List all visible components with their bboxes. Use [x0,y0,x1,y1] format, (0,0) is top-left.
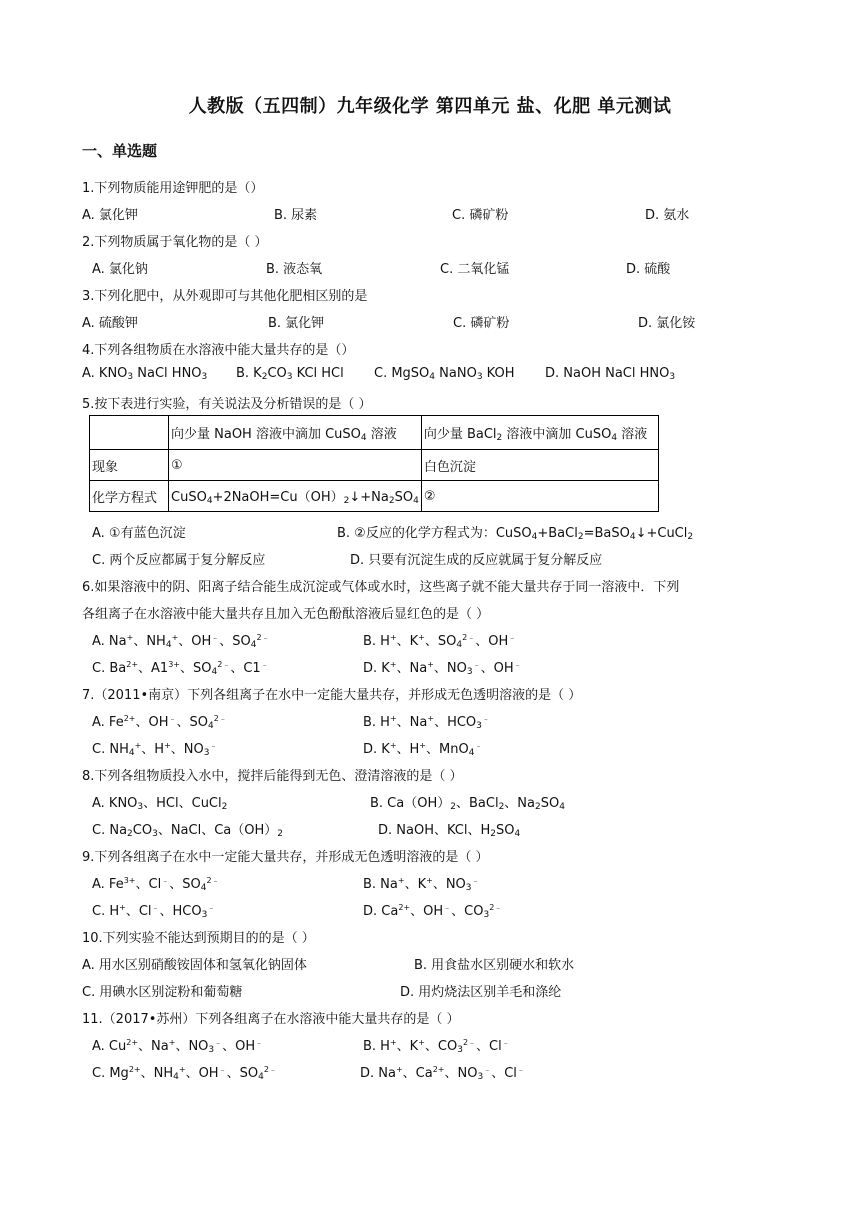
table-cell-empty [90,416,169,450]
subscript: 4 [360,432,367,443]
subscript: 2 [490,829,496,839]
q1-option-a: A. 氯化钾 [82,208,138,223]
section-heading: 一、单选题 [82,142,158,160]
formula-text: 、HCl、CuCl [143,796,222,811]
formula-text: SO [540,796,560,811]
superscript: + [389,1038,397,1047]
superscript: + [126,633,134,642]
formula-text: B. ②反应的化学方程式为：CuSO [337,526,532,541]
formula-text: 、H [396,742,420,757]
formula-text: 、SO [176,715,209,730]
table-cell-blank-1: ① [169,450,422,481]
superscript: 2﹣ [263,1065,277,1074]
formula-text: 、SO [180,661,212,676]
formula-text: 、K [404,877,427,892]
superscript: ﹣ [474,741,483,750]
question-6-stem-line2: 各组离子在水溶液中能大量共存且加入无色酚酞溶液后显红色的是（ ） [82,607,490,622]
formula-text: 、K [396,634,419,649]
formula-text: 、BaCl [455,796,499,811]
formula-text: D. NaOH、KCl、H [378,823,491,838]
formula-text: 、CO [424,1039,458,1054]
subscript: 3 [201,372,208,382]
q2-option-a: A. 氯化钠 [92,262,148,277]
superscript: + [427,660,434,669]
q3-option-c: C. 磷矿粉 [453,316,510,331]
subscript: 4 [531,532,538,542]
formula-text: 、OH [222,1039,256,1054]
subscript: 4 [514,829,521,839]
formula-text: ↓+CuCl [635,526,688,541]
q10-option-c: C. 用碘水区别淀粉和葡萄糖 [82,985,243,1000]
subscript: 2 [343,496,350,506]
q10-option-d: D. 用灼烧法区别羊毛和涤纶 [400,985,562,1000]
subscript: 4 [456,640,463,650]
superscript: ﹣ [214,1038,223,1047]
superscript: ﹣ [218,1065,227,1074]
formula-text: 、HCO [434,715,477,730]
superscript: 2﹣ [489,903,503,912]
q11-option-c [92,1062,277,1082]
formula-text: 、OH [480,661,514,676]
formula-text: 、OH [475,634,509,649]
superscript: + [395,1065,403,1074]
formula-text: 、NO [433,661,467,676]
subscript: 2 [535,802,541,812]
superscript: 2+ [128,1065,141,1074]
formula-text: C. H [92,904,120,919]
formula-text: A. KNO [92,796,138,811]
formula-text: 、Cl [476,1039,502,1054]
question-7-stem: 7.（2011•南京）下列各组离子在水中一定能大量共存，并形成无色透明溶液的是（ ） [82,688,582,703]
formula-text: 、NO [444,1066,478,1081]
formula-text: A. KNO [82,366,128,381]
q3-option-d: D. 氯化铵 [638,316,696,331]
subscript: 4 [200,883,207,893]
question-5-stem: 5.按下表进行实验，有关说法及分析错误的是（ ） [82,397,372,412]
subscript: 2 [450,802,456,812]
subscript: 4 [165,640,172,650]
question-8-stem: 8.下列各组物质投入水中，搅拌后能得到无色、澄清溶液的是（ ） [82,769,463,784]
formula-text: D. K [363,742,390,757]
formula-text: 、NaCl、Ca（OH） [157,823,278,838]
formula-text: 、NO [432,877,466,892]
cell-text: 向少量 BaCl [423,426,497,442]
subscript: 2 [221,802,228,812]
formula-text: CO [132,823,153,838]
q6-option-a [92,630,270,650]
formula-text: C. Na [92,823,128,838]
q10-option-b: B. 用食盐水区别硬水和软水 [414,958,575,973]
formula-text: C. NH [92,742,129,757]
q3-option-a: A. 硫酸钾 [82,316,138,331]
question-10-stem: 10.下列实验不能达到预期目的的是（ ） [82,931,315,946]
superscript: ﹣ [483,1065,492,1074]
q7-option-a [92,711,227,731]
superscript: ﹣ [472,660,481,669]
q8-option-a [92,792,227,812]
superscript: + [178,1065,186,1074]
q5-option-c: C. 两个反应都属于复分解反应 [92,553,266,568]
superscript: ﹣ [260,660,269,669]
formula-text: 、K [396,1039,419,1054]
superscript: ﹣ [443,903,452,912]
formula-text: 、NO [175,1039,209,1054]
question-6-stem-line1: 6.如果溶液中的阴、阳离子结合能生成沉淀或气体或水时，这些离子就不能大量共存于同一溶液中．下列 [82,580,680,595]
q2-option-b: B. 液态氧 [266,262,323,277]
formula-text: B. Na [363,877,398,892]
subscript: 2 [577,532,584,542]
formula-text: =BaSO [583,526,630,541]
subscript: 3 [201,910,208,920]
subscript: 3 [476,372,483,382]
superscript: ﹣ [513,660,522,669]
superscript: ﹣ [151,903,160,912]
formula-text: NaNO [435,366,477,381]
superscript: + [418,633,425,642]
formula-text: D. Ca [363,904,399,919]
formula-text: 、Na [138,1039,169,1054]
superscript: + [134,741,142,750]
superscript: + [389,741,397,750]
superscript: + [389,633,397,642]
superscript: 2﹣ [206,876,220,885]
subscript: 3 [208,1045,215,1055]
subscript: 3 [669,372,676,382]
q5-option-b [337,522,693,542]
formula-text: 、CO [451,904,484,919]
superscript: ﹣ [508,633,517,642]
subscript: 4 [206,496,213,506]
table-row-label-phenomenon: 现象 [90,450,169,481]
superscript: 2﹣ [462,633,476,642]
formula-text: A. Cu [92,1039,127,1054]
superscript: ﹣ [471,876,480,885]
q6-option-b [363,630,516,650]
superscript: 2+ [432,1065,445,1074]
formula-text: 、C1 [230,661,261,676]
subscript: 2 [498,802,505,812]
q7-option-b [363,711,490,731]
cell-text: 溶液 [366,426,397,442]
formula-text: 、Cl [135,877,162,892]
superscript: + [426,876,433,885]
cell-text: SO [394,490,414,505]
superscript: + [419,741,426,750]
formula-text: 、Na [504,796,535,811]
table-cell-white-precipitate: 白色沉淀 [421,450,658,481]
formula-text: NaCl HNO [133,366,202,381]
cell-text: 溶液 [617,426,648,442]
formula-text: 、OH [410,904,444,919]
q4-option-d [545,366,675,382]
subscript: 4 [250,640,257,650]
subscript: 4 [468,748,475,758]
cell-text: CuSO [171,490,207,505]
superscript: + [164,741,171,750]
formula-text: 、Cl [125,904,152,919]
formula-text: 、SO [169,877,201,892]
q9-option-a [92,873,220,893]
subscript: 3 [477,1072,484,1082]
formula-text: 、OH [135,715,169,730]
q1-option-c: C. 磷矿粉 [452,208,509,223]
subscript: 3 [476,721,482,731]
formula-text: KOH [482,366,515,381]
superscript: ﹣ [209,741,218,750]
formula-text: B. H [363,715,390,730]
superscript: 2+ [126,1038,139,1047]
subscript: 4 [429,372,436,382]
formula-text: D. Na [360,1066,396,1081]
q6-option-d [363,657,522,677]
formula-text: 、SO [219,634,251,649]
formula-text: 、NO [170,742,204,757]
superscript: + [119,903,126,912]
formula-text: C. Ba [92,661,127,676]
superscript: ﹣ [168,714,177,723]
question-3-stem: 3.下列化肥中，从外观即可与其他化肥相区别的是 [82,289,368,304]
subscript: 2 [388,496,395,506]
q8-option-d [378,819,520,839]
formula-text: 、MnO [426,742,469,757]
subscript: 4 [128,748,135,758]
cell-text: ↓+Na [349,490,389,505]
q3-option-b: B. 氯化钾 [268,316,325,331]
experiment-table [89,415,659,512]
subscript: 3 [465,883,472,893]
q5-option-d: D. 只要有沉淀生成的反应就属于复分解反应 [350,553,603,568]
formula-text: 、Na [396,715,428,730]
formula-text: 、Ca [402,1066,433,1081]
formula-text: 、SO [424,634,457,649]
table-header-bacl2 [421,416,658,450]
superscript: 3+ [168,660,180,669]
q9-option-c [92,900,215,920]
q9-option-d [363,900,502,920]
formula-text: 、SO [226,1066,259,1081]
q8-option-c [92,819,283,839]
cell-text: +2NaOH=Cu（OH） [212,490,344,505]
formula-text: SO [496,823,515,838]
subscript: 2 [127,829,133,839]
q11-option-b [363,1035,510,1055]
q11-option-a [92,1035,263,1055]
formula-text: 、Cl [491,1066,517,1081]
formula-text: C. Mg [92,1066,129,1081]
q8-option-b [370,792,565,812]
formula-text: 、OH [178,634,212,649]
q7-option-c [92,738,217,758]
q6-option-c [92,657,269,677]
q11-option-d [360,1062,525,1082]
question-1-stem: 1.下列物质能用途钾肥的是（） [82,181,264,196]
superscript: ﹣ [207,903,216,912]
superscript: 3+ [123,876,136,885]
subscript: 2 [261,372,268,382]
formula-text: KCl HCl [292,366,344,381]
superscript: ﹣ [161,876,170,885]
q10-option-a: A. 用水区别硝酸铵固体和氢氧化钠固体 [82,958,307,973]
formula-text: A. Fe [92,877,124,892]
subscript: 4 [173,1072,179,1082]
formula-text: 、A1 [138,661,169,676]
formula-text: 、H [141,742,165,757]
q1-option-b: B. 尿素 [274,208,318,223]
superscript: + [427,714,435,723]
formula-text: 、NH [133,634,166,649]
question-11-stem: 11.（2017•苏州）下列各组离子在水溶液中能大量共存的是（ ） [82,1012,460,1027]
q4-option-c [374,366,515,382]
superscript: + [389,714,397,723]
subscript: 3 [203,748,210,758]
subscript: 3 [466,667,473,677]
superscript: 2﹣ [213,714,227,723]
q5-option-a: A. ①有蓝色沉淀 [92,526,186,541]
q2-option-c: C. 二氧化锰 [440,262,510,277]
subscript: 3 [152,829,158,839]
superscript: ﹣ [501,1038,510,1047]
formula-text: B. H [363,634,390,649]
formula-text: 、NH [140,1066,174,1081]
subscript: 3 [286,372,293,382]
table-header-naoh [169,416,422,450]
subscript: 4 [258,1072,264,1082]
formula-text: B. K [236,366,262,381]
subscript: 3 [137,802,144,812]
superscript: + [168,1038,176,1047]
q4-option-b [236,366,344,382]
subscript: 3 [457,1045,463,1055]
superscript: + [389,660,397,669]
superscript: 2﹣ [462,1038,477,1047]
page-title: 人教版（五四制）九年级化学 第四单元 盐、化肥 单元测试 [188,96,672,117]
formula-text: 、Na [396,661,428,676]
subscript: 3 [127,372,134,382]
subscript: 3 [483,910,490,920]
superscript: + [418,1038,425,1047]
subscript: 4 [629,532,636,542]
superscript: 2+ [126,660,139,669]
formula-text: C. MgSO [374,366,430,381]
superscript: + [171,633,179,642]
superscript: ﹣ [211,633,220,642]
superscript: 2﹣ [256,633,270,642]
formula-text: D. NaOH NaCl HNO [545,366,670,381]
subscript: 4 [211,667,218,677]
subscript: 2 [496,432,503,443]
superscript: + [397,876,405,885]
cell-text: 向少量 NaOH 溶液中滴加 CuSO [171,426,361,442]
q9-option-b [363,873,480,893]
q1-option-d: D. 氨水 [645,208,690,223]
question-4-stem: 4.下列各组物质在水溶液中能大量共存的是（） [82,343,355,358]
formula-text: D. K [363,661,390,676]
superscript: 2+ [123,714,136,723]
subscript: 4 [208,721,214,731]
formula-text: B. H [363,1039,390,1054]
question-9-stem: 9.下列各组离子在水中一定能大量共存，并形成无色透明溶液的是（ ） [82,850,489,865]
superscript: ﹣ [516,1065,525,1074]
table-row-label-equation: 化学方程式 [90,481,169,512]
superscript: 2﹣ [217,660,231,669]
subscript: 4 [559,802,565,812]
cell-text: 溶液中滴加 CuSO [502,426,612,442]
formula-text: 、HCO [159,904,202,919]
subscript: 4 [413,496,419,506]
subscript: 2 [687,532,694,542]
formula-text: 、OH [185,1066,219,1081]
formula-text: A. Fe [92,715,124,730]
formula-text: A. Na [92,634,127,649]
superscript: ﹣ [255,1038,264,1047]
q7-option-d [363,738,482,758]
subscript: 4 [611,432,618,443]
formula-text: +BaCl [537,526,578,541]
superscript: ﹣ [481,714,490,723]
q4-option-a [82,366,207,382]
table-cell-blank-2: ② [421,481,658,512]
formula-text: B. Ca（OH） [370,796,451,811]
q2-option-d: D. 硫酸 [626,262,671,277]
question-2-stem: 2.下列物质属于氧化物的是（ ） [82,235,268,250]
subscript: 2 [277,829,283,839]
formula-text: CO [267,366,287,381]
superscript: 2+ [398,903,411,912]
table-cell-equation [169,481,422,512]
